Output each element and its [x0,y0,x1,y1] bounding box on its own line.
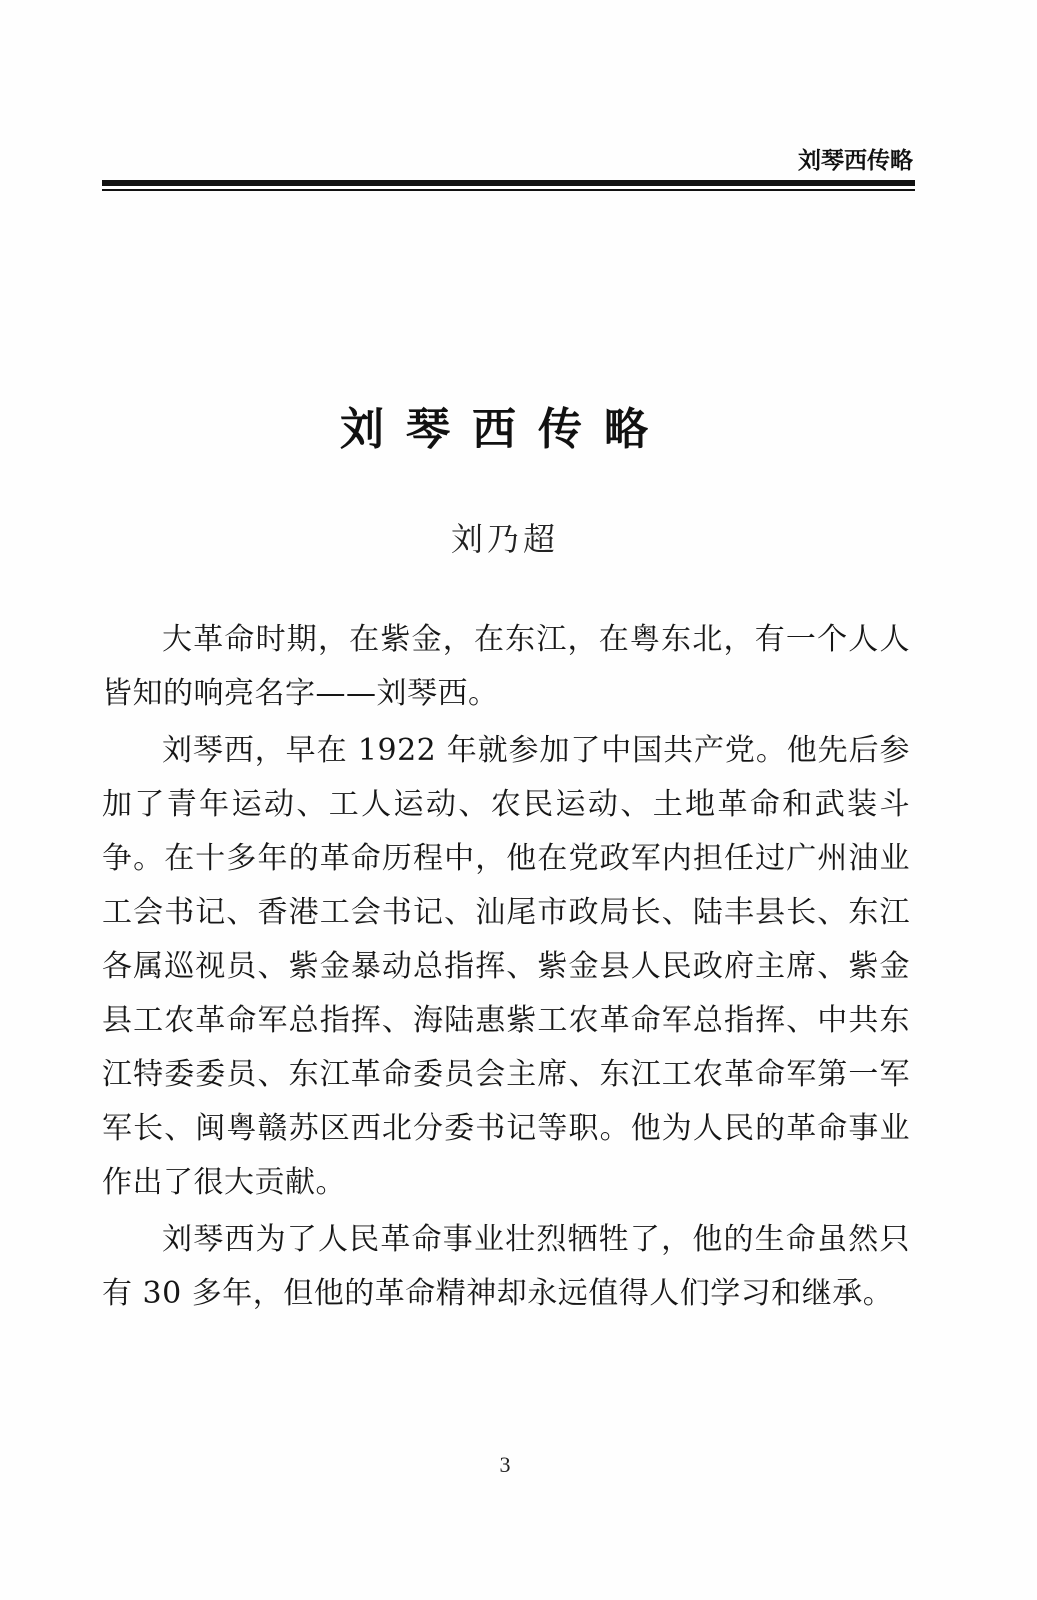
paragraph: 刘琴西，早在 1922 年就参加了中国共产党。他先后参加了青年运动、工人运动、农民运动、土地革命和武装斗争。在十多年的革命历程中，他在党政军内担任过广州油业工会书记、香港工会书记、汕尾市政局长、陆丰县长、东江各属巡视员、紫金暴动总指挥、紫金县人民政府主席、紫金县工农革命军总指挥、海陆惠紫工农革命军总指挥、中共东江特委委员、东江革命委员会主席、东江工农革命军第一军军长、闽粤赣苏区西北分委书记等职。他为人民的革命事业作出了很大贡献。 [102,733,910,1200]
header-rule-thick [102,180,915,186]
header-rule-thin [102,189,915,191]
chapter-title: 刘琴西传略 [340,404,670,455]
paragraph: 刘琴西为了人民革命事业壮烈牺牲了，他的生命虽然只有 30 多年，但他的革命精神却永远值得人们学习和继承。 [102,1222,910,1311]
paragraph: 大革命时期，在紫金，在东江，在粤东北，有一个人人皆知的响亮名字——刘琴西。 [102,622,910,711]
running-header: 刘琴西传略 [798,148,913,174]
author-name: 刘乃超 [450,520,559,558]
body-text [102,613,910,1321]
page-number: 3 [499,1452,511,1477]
